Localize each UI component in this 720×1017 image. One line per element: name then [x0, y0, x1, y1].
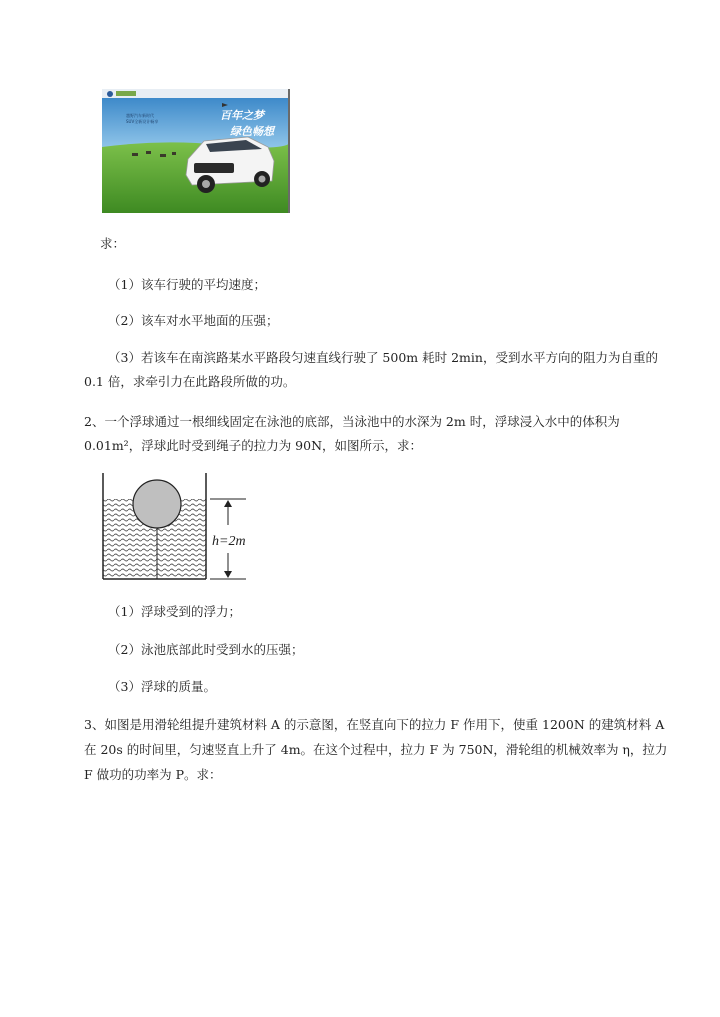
ad-caption [126, 113, 158, 125]
ad-title [220, 107, 264, 123]
problem1-q3-line1: （3）若该车在南滨路某水平路段匀速直线行驶了 500m 耗时 2min，受到水平方向的阻力为自重的 [108, 350, 658, 365]
problem2-stem-line2: 0.01m²，浮球此时受到绳子的拉力为 90N，如图所示，求： [84, 438, 423, 453]
ad-caption-line1: 越野汽车新时代 [126, 113, 154, 118]
figure-height-label: h=2m [212, 534, 246, 549]
problem1-q3-line2: 0.1 倍，求牵引力在此路段所做的功。 [84, 374, 296, 389]
ad-title-second [230, 123, 274, 139]
ad-title-part1: 百年之梦 [220, 109, 264, 122]
problem2-q1: （1）浮球受到的浮力； [108, 604, 241, 619]
problem2-q2: （2）泳池底部此时受到水的压强； [108, 642, 304, 657]
problem2-q3: （3）浮球的质量。 [108, 679, 216, 694]
problem1-ask: 求： [100, 236, 126, 251]
problem2-stem-line1: 2、一个浮球通过一根细线固定在泳池的底部，当泳池中的水深为 2m 时，浮球浸入水中的体积为 [84, 414, 620, 429]
problem3-stem-line3: F 做功的功率为 P。求： [84, 767, 222, 782]
ad-caption-line2: SUV全新设计畅享 [126, 119, 159, 124]
problem3-stem-line1: 3、如图是用滑轮组提升建筑材料 A 的示意图，在竖直向下的拉力 F 作用下，使重 1200N 的建筑材料 A [84, 717, 665, 732]
problem1-q2: （2）该车对水平地面的压强； [108, 313, 279, 328]
car-photo [102, 89, 290, 213]
problem1-q1: （1）该车行驶的平均速度； [108, 277, 266, 292]
pool-figure [100, 473, 270, 585]
problem3-stem-line2: 在 20s 的时间里，匀速竖直上升了 4m。在这个过程中，拉力 F 为 750N，滑轮组的机械效率为 η，拉力 [84, 742, 668, 757]
ad-title-part2: 绿色畅想 [230, 125, 274, 138]
